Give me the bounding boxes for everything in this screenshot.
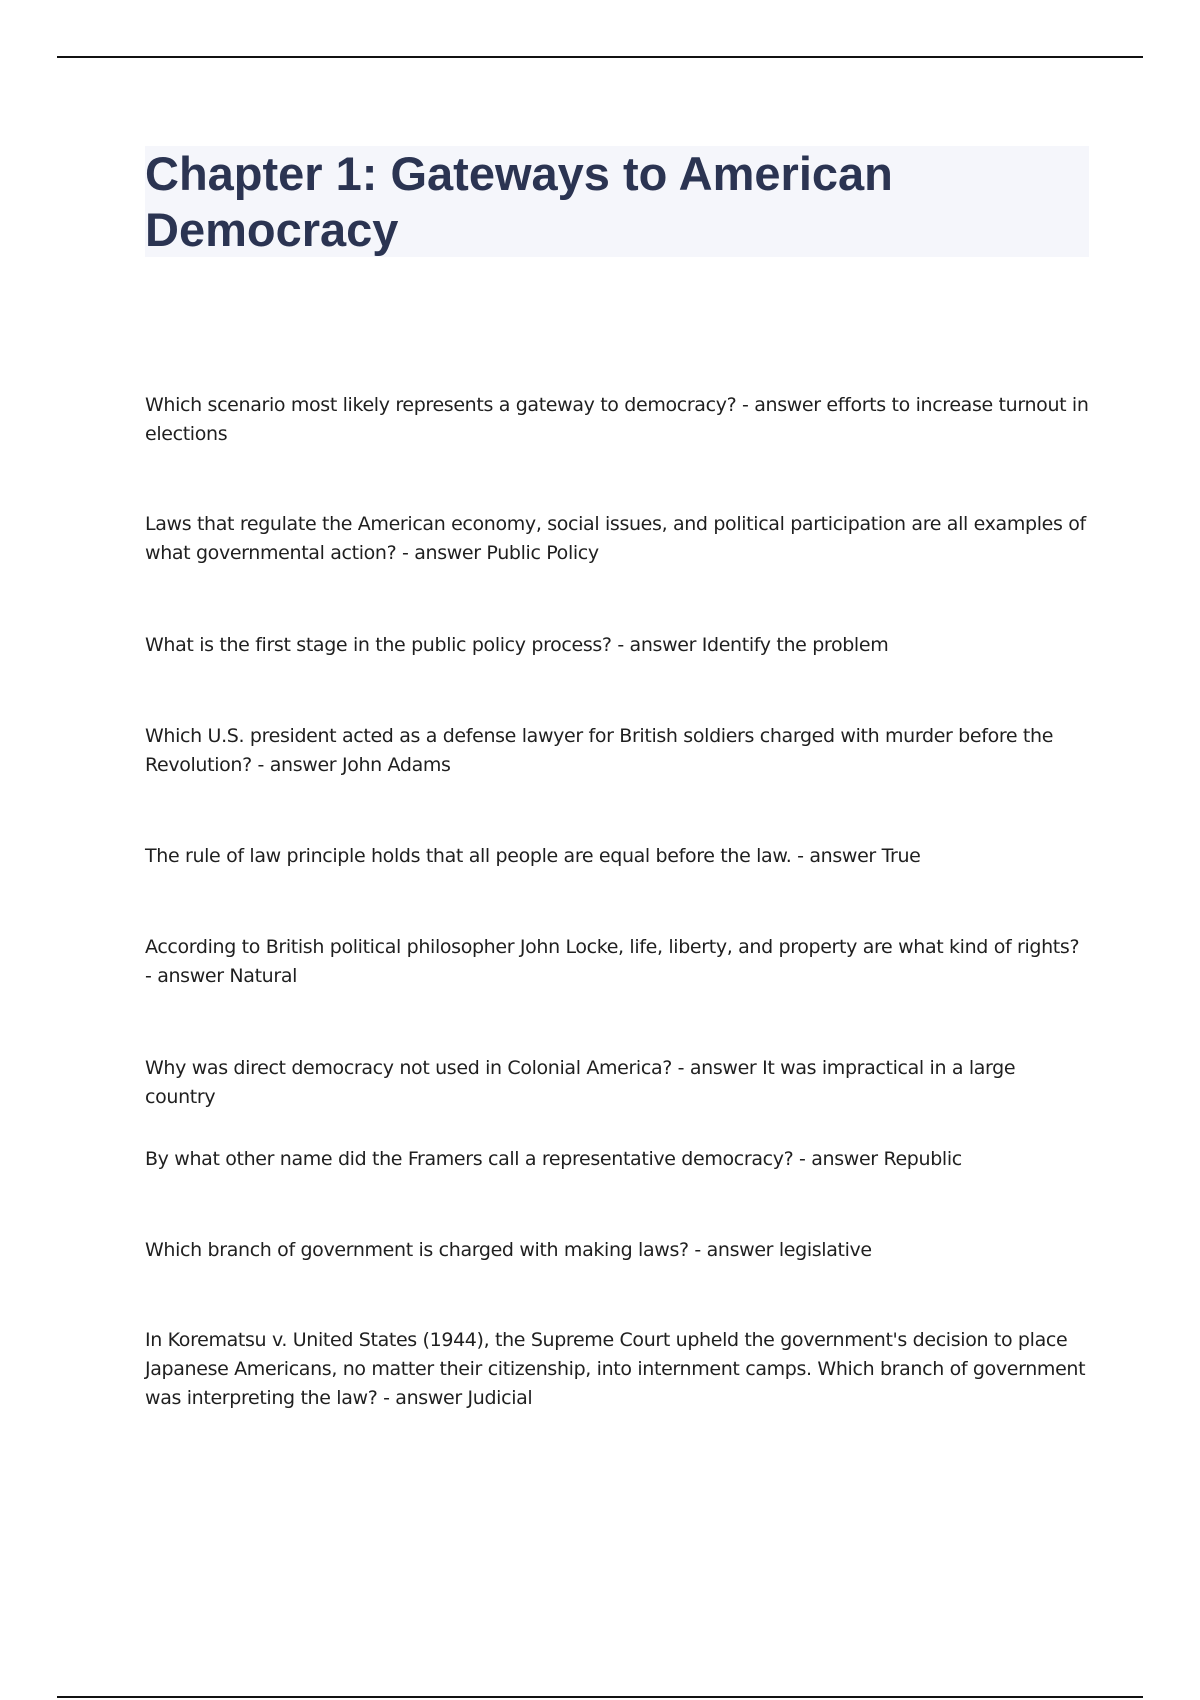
top-rule <box>57 56 1143 58</box>
qa-item-4: Which U.S. president acted as a defense lawyer for British soldiers charged with murder before the Revolution? - answer John Adams <box>145 725 1054 776</box>
page-title: Chapter 1: Gateways to American Democracy <box>145 147 893 256</box>
qa-item-6: According to British political philosopher John Locke, life, liberty, and property are what kind of rights? - answer Natural <box>145 936 1080 987</box>
qa-item-3: What is the first stage in the public policy process? - answer Identify the problem <box>145 634 889 656</box>
qa-item-9: Which branch of government is charged with making laws? - answer legislative <box>145 1239 872 1261</box>
qa-item-1: Which scenario most likely represents a gateway to democracy? - answer efforts to increase turnout in elections <box>145 394 1089 445</box>
qa-item-7: Why was direct democracy not used in Colonial America? - answer It was impractical in a large country <box>145 1057 1016 1108</box>
bottom-rule <box>57 1696 1143 1698</box>
qa-item-8: By what other name did the Framers call a representative democracy? - answer Republic <box>145 1148 962 1170</box>
qa-item-10: In Korematsu v. United States (1944), the Supreme Court upheld the government's decision to place Japanese Americans, no matter their citizenship, into internment camps. Which branch of government was interpreting the law? - answer Judicial <box>145 1329 1086 1409</box>
qa-item-5: The rule of law principle holds that all people are equal before the law. - answer True <box>145 845 921 867</box>
qa-item-2: Laws that regulate the American economy, social issues, and political participation are all examples of what governmental action? - answer Public Policy <box>145 513 1086 564</box>
